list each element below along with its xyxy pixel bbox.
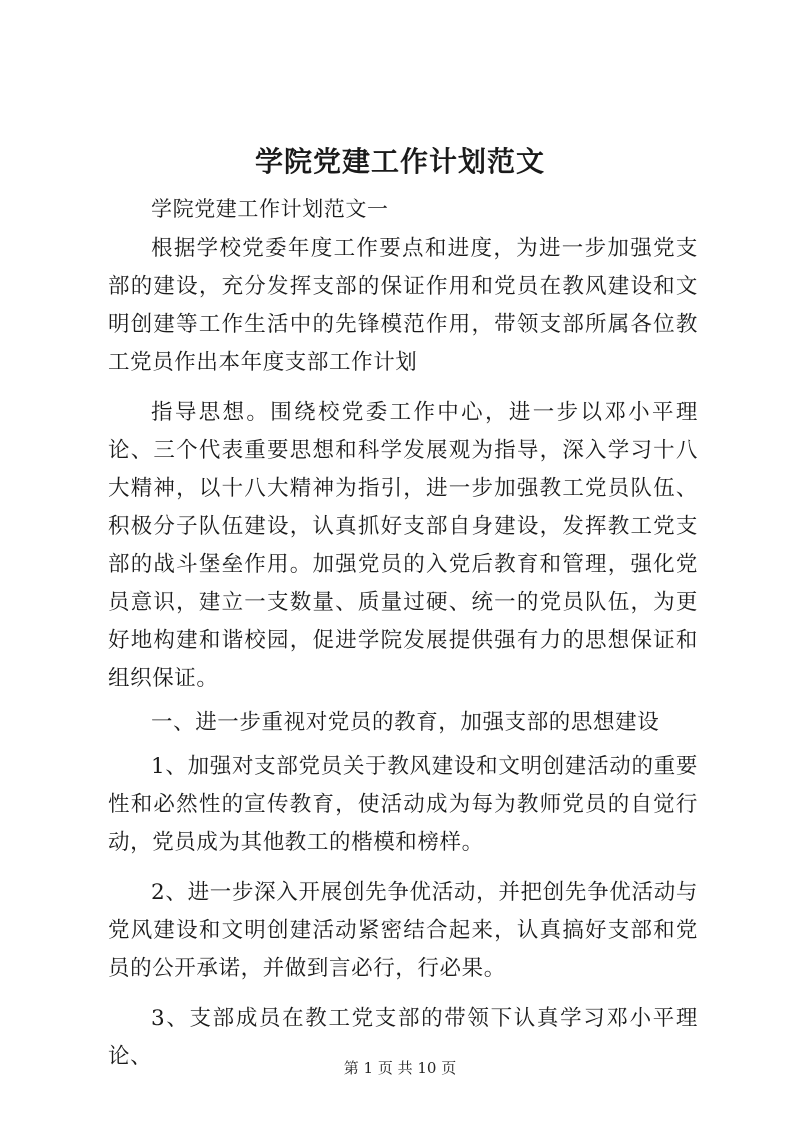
document-subtitle: 学院党建工作计划范文一 (151, 197, 389, 221)
paragraph-guiding-thought: 指导思想。围绕校党委工作中心，进一步以邓小平理论、三个代表重要思想和科学发展观为指导，深入学习十八大精神，以十八大精神为指引，进一步加强教工党员队伍、积极分子队伍建设，认真抓好支部自身建设，发挥教工党支部的战斗堡垒作用。加强党员的入党后教育和管理，强化党员意识，建立一支数量、质量过硬、统一的党员队伍，为更好地构建和谐校园，促进学院发展提供强有力的思想保证和组织保证。 (108, 400, 698, 691)
document-title: 学院党建工作计划范文 (254, 145, 545, 178)
paragraph-intro: 根据学校党委年度工作要点和进度，为进一步加强党支部的建设，充分发挥支部的保证作用和党员在教风建设和文明创建等工作生活中的先锋模范作用，带领支部所属各位教工党员作出本年度支部工作计划 (108, 236, 698, 375)
paragraph-item-1: 1、加强对支部党员关于教风建设和文明创建活动的重要性和必然性的宣传教育，使活动成为每为教师党员的自觉行动，党员成为其他教工的楷模和榜样。 (108, 754, 698, 855)
document-body (108, 190, 698, 1076)
section-heading-1: 一、进一步重视对党员的教育，加强支部的思想建设 (151, 710, 660, 735)
paragraph-item-2: 2、进一步深入开展创先争优活动，并把创先争优活动与党风建设和文明创建活动紧密结合起来，认真搞好支部和党员的公开承诺，并做到言必行，行必果。 (108, 880, 698, 981)
paragraph-item-3: 3、支部成员在教工党支部的带领下认真学习邓小平理论、 (108, 1006, 698, 1069)
page-footer: 第 1 页 共 10 页 (343, 1059, 457, 1077)
